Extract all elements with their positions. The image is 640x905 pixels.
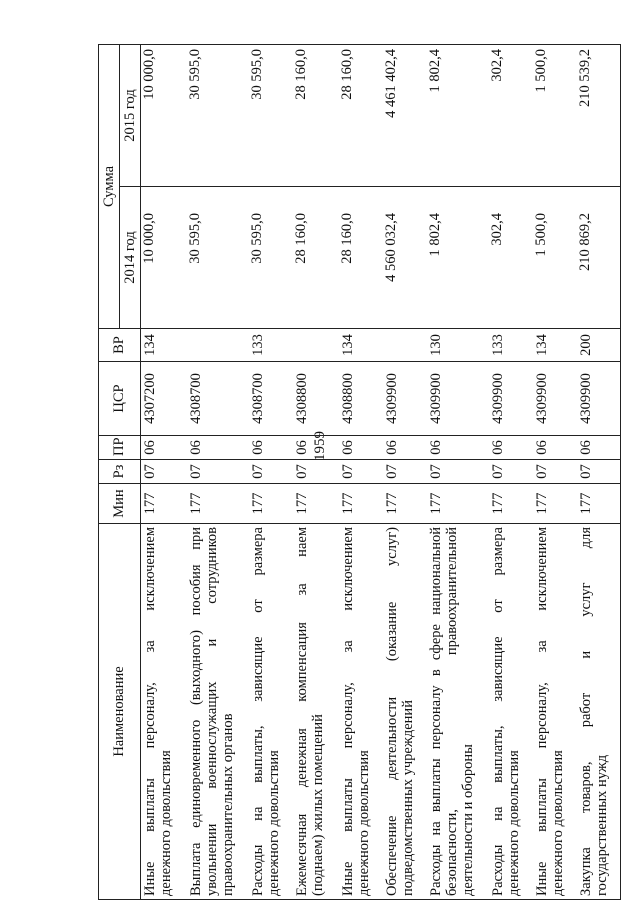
row-2015: 30 595,0 xyxy=(249,45,293,187)
row-csr: 4309900 xyxy=(489,362,533,436)
row-csr: 4309900 xyxy=(383,362,427,436)
row-name: Закупка товаров, работ и услуг для государственных нужд xyxy=(577,524,621,900)
row-min: 177 xyxy=(187,484,249,524)
page-number: 1959 xyxy=(312,431,328,461)
row-vr: 133 xyxy=(489,329,533,362)
row-csr: 4307200 xyxy=(141,362,187,436)
header-csr: ЦСР xyxy=(99,362,141,436)
row-vr xyxy=(383,329,427,362)
table-row xyxy=(489,45,533,900)
row-vr: 134 xyxy=(339,329,383,362)
row-rz: 07 xyxy=(293,460,339,484)
row-min: 177 xyxy=(489,484,533,524)
row-rz: 07 xyxy=(339,460,383,484)
row-csr: 4308700 xyxy=(249,362,293,436)
row-pr: 06 xyxy=(339,436,383,460)
row-min: 177 xyxy=(533,484,577,524)
row-min: 177 xyxy=(339,484,383,524)
row-pr: 06 xyxy=(533,436,577,460)
table-row xyxy=(427,45,489,900)
row-pr: 06 xyxy=(383,436,427,460)
row-2014: 28 160,0 xyxy=(293,187,339,329)
row-vr: 134 xyxy=(533,329,577,362)
row-vr: 133 xyxy=(249,329,293,362)
header-pr: ПР xyxy=(99,436,141,460)
row-csr: 4309900 xyxy=(533,362,577,436)
row-pr: 06 xyxy=(489,436,533,460)
header-name: Наименование xyxy=(99,524,141,900)
row-2015: 4 461 402,4 xyxy=(383,45,427,187)
header-2015: 2015 год xyxy=(120,45,141,187)
row-rz: 07 xyxy=(187,460,249,484)
header-rz: Рз xyxy=(99,460,141,484)
row-rz: 07 xyxy=(383,460,427,484)
row-2015: 210 539,2 xyxy=(577,45,621,187)
row-pr: 06 xyxy=(141,436,187,460)
row-rz: 07 xyxy=(249,460,293,484)
row-csr: 4308800 xyxy=(339,362,383,436)
row-rz: 07 xyxy=(141,460,187,484)
table-row xyxy=(339,45,383,900)
row-csr: 4308800 xyxy=(293,362,339,436)
row-name: Ежемесячная денежная компенсация за наем (поднаем) жилых помещений xyxy=(293,524,339,900)
row-2014: 30 595,0 xyxy=(249,187,293,329)
table-row xyxy=(141,45,187,900)
row-min: 177 xyxy=(577,484,621,524)
row-pr: 06 xyxy=(577,436,621,460)
row-2015: 30 595,0 xyxy=(187,45,249,187)
table-row xyxy=(383,45,427,900)
table-row xyxy=(577,45,621,900)
row-2015: 10 000,0 xyxy=(141,45,187,187)
row-name: Иные выплаты персоналу, за исключением денежного довольствия xyxy=(141,524,187,900)
row-2014: 30 595,0 xyxy=(187,187,249,329)
row-2014: 1 802,4 xyxy=(427,187,489,329)
row-rz: 07 xyxy=(577,460,621,484)
header-sum: Сумма xyxy=(99,45,120,329)
row-name: Расходы на выплаты, зависящие от размера денежного довольствия xyxy=(249,524,293,900)
row-2014: 210 869,2 xyxy=(577,187,621,329)
row-rz: 07 xyxy=(533,460,577,484)
row-2014: 4 560 032,4 xyxy=(383,187,427,329)
row-pr: 06 xyxy=(293,436,339,460)
rotated-page xyxy=(98,45,640,900)
header-2014: 2014 год xyxy=(120,187,141,329)
row-min: 177 xyxy=(427,484,489,524)
row-2015: 28 160,0 xyxy=(339,45,383,187)
row-vr xyxy=(187,329,249,362)
row-min: 177 xyxy=(293,484,339,524)
row-min: 177 xyxy=(141,484,187,524)
row-vr: 130 xyxy=(427,329,489,362)
header-min: Мин xyxy=(99,484,141,524)
row-2015: 28 160,0 xyxy=(293,45,339,187)
row-name: Расходы на выплаты, зависящие от размера денежного довольствия xyxy=(489,524,533,900)
row-pr: 06 xyxy=(427,436,489,460)
row-name: Иные выплаты персоналу, за исключением денежного довольствия xyxy=(339,524,383,900)
row-pr: 06 xyxy=(249,436,293,460)
row-2015: 1 500,0 xyxy=(533,45,577,187)
row-rz: 07 xyxy=(489,460,533,484)
row-min: 177 xyxy=(383,484,427,524)
row-csr: 4309900 xyxy=(577,362,621,436)
row-name: Обеспечение деятельности (оказание услуг) подведомственных учреждений xyxy=(383,524,427,900)
row-min: 177 xyxy=(249,484,293,524)
row-2015: 1 802,4 xyxy=(427,45,489,187)
row-rz: 07 xyxy=(427,460,489,484)
row-csr: 4308700 xyxy=(187,362,249,436)
row-vr: 200 xyxy=(577,329,621,362)
row-2014: 1 500,0 xyxy=(533,187,577,329)
row-2014: 302,4 xyxy=(489,187,533,329)
row-name: Расходы на выплаты персоналу в сфере национальной безопасности, правоохранительной деятельности и обороны xyxy=(427,524,489,900)
row-csr: 4309900 xyxy=(427,362,489,436)
row-vr: 134 xyxy=(141,329,187,362)
table-row xyxy=(293,45,339,900)
table-row xyxy=(533,45,577,900)
row-2015: 302,4 xyxy=(489,45,533,187)
header-vr: ВР xyxy=(99,329,141,362)
row-name: Иные выплаты персоналу, за исключением денежного довольствия xyxy=(533,524,577,900)
row-name: Выплата единовременного (выходного) пособия при увольнении военнослужащих и сотрудников правоохранительных органов xyxy=(187,524,249,900)
budget-table xyxy=(98,44,621,900)
row-vr xyxy=(293,329,339,362)
row-2014: 28 160,0 xyxy=(339,187,383,329)
table-row xyxy=(249,45,293,900)
row-2014: 10 000,0 xyxy=(141,187,187,329)
row-pr: 06 xyxy=(187,436,249,460)
table-row xyxy=(187,45,249,900)
